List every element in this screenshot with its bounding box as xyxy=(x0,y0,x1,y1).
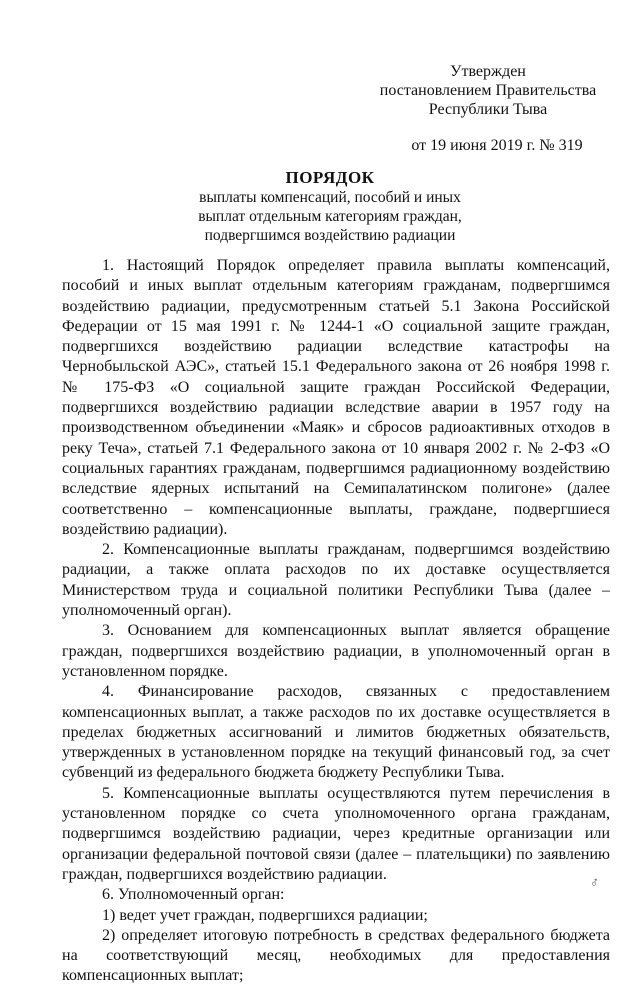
document-heading xyxy=(130,168,530,245)
document-subtitle-line: выплат отдельным категориям граждан, xyxy=(198,208,462,225)
paragraph-5: 5. Компенсационные выплаты осуществляются путем перечисления в установленном порядке со счета уполномоченного органа гражданам, подвергшимся воздействию радиации, через кредитные организации или организации федеральной почтовой связи (далее – плательщики) по заявлению граждан, подвергшихся воздействию радиации. xyxy=(62,784,610,883)
paragraph-6-item-1: 1) ведет учет граждан, подвергшихся радиации; xyxy=(102,906,428,924)
approval-block xyxy=(378,62,598,155)
paragraph-2: 2. Компенсационные выплаты гражданам, подвергшимся воздействию радиации, а также оплата расходов по их доставке осуществляется Министерством труда и социальной политики Республики Тыва (далее – уполномоченный орган). xyxy=(62,541,610,620)
paragraph-3: 3. Основанием для компенсационных выплат является обращение граждан, подвергшихся воздействию радиации, в уполномоченный орган в установленном порядке. xyxy=(62,622,610,680)
paragraph-4: 4. Финансирование расходов, связанных с предоставлением компенсационных выплат, а также расходов по их доставке осуществляется в пределах бюджетных ассигнований и лимитов бюджетных обязательств, утвержденных в установленном порядке на текущий финансовый год, за счет субвенций из федерального бюджета бюджету Республики Тыва. xyxy=(62,683,610,782)
paragraph-1: 1. Настоящий Порядок определяет правила выплаты компенсаций, пособий и иных выплат отдельным категориям гражданам, подвергшимся воздействию радиации, предусмотренным статьей 5.1 Закона Российской Федерации от 15 мая 1991 г. № 1244-1 «О социальной защите граждан, подвергшихся воздействию радиации вследствие катастрофы на Чернобыльской АЭС», статьей 15.1 Федерального закона от 26 ноября 1998 г. № 175-ФЗ «О социальной защите граждан Российской Федерации, подвергшихся воздействию радиации вследствие аварии в 1957 году на производственном объединении «Маяк» и сбросов радиоактивных отходов в реку Теча», статьей 7.1 Федерального закона от 10 января 2002 г. № 2-ФЗ «О социальных гарантиях гражданам, подвергшимся радиационному воздействию вследствие ядерных испытаний на Семипалатинском полигоне» (далее соответственно – компенсационные выплаты, граждане, подвергшиеся воздействию радиации). xyxy=(62,257,610,538)
document-title: ПОРЯДОК xyxy=(285,168,375,187)
document-subtitle-line: выплаты компенсаций, пособий и иных xyxy=(199,189,461,206)
paragraph-6-item-2: 2) определяет итоговую потребность в средствах федерального бюджета на соответствующий месяц, необходимых для предоставления компенсационных выплат; xyxy=(62,926,610,985)
document-subtitle-line: подвергшимся воздействию радиации xyxy=(204,227,456,244)
approval-line-1: Утвержден xyxy=(450,63,526,80)
document-body xyxy=(62,256,610,987)
corner-handwritten-mark: ♂ xyxy=(587,874,603,893)
approval-date: от 19 июня 2019 г. № 319 xyxy=(411,137,583,154)
approval-line-3: Республики Тыва xyxy=(428,101,548,118)
paragraph-6: 6. Уполномоченный орган: xyxy=(102,886,285,904)
approval-line-2: постановлением Правительства xyxy=(379,82,597,99)
